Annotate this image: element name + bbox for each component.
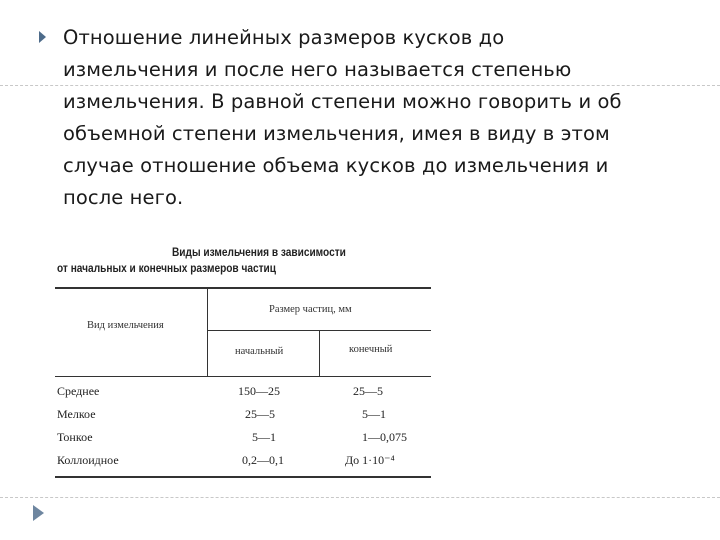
table-rule-vertical-2	[319, 330, 320, 376]
row-initial-3: 5—1	[252, 430, 276, 444]
header-initial: начальный	[235, 346, 284, 357]
row-final-3: 1—0,075	[362, 430, 407, 444]
size-table	[55, 240, 440, 480]
table-rule-vertical-1	[207, 289, 208, 376]
header-type: Вид измельчения	[87, 320, 164, 331]
row-final-4: До 1·10⁻⁴	[345, 453, 395, 467]
dashed-rule-bottom	[0, 497, 720, 498]
row-initial-1: 150—25	[238, 384, 280, 398]
row-initial-4: 0,2—0,1	[242, 453, 284, 467]
row-final-2: 5—1	[362, 407, 386, 421]
paragraph-text: Отношение линейных размеров кусков до измельчения и после него называется степенью измельчения. В равной степени можно говорить и об объемной степени измельчения, имея в виду в этом случае отношение объема кусков до измельчения и после него.	[63, 26, 622, 209]
row-name-2: Мелкое	[57, 407, 96, 421]
row-initial-2: 25—5	[245, 407, 275, 421]
triangle-right-icon	[39, 31, 46, 43]
row-name-3: Тонкое	[57, 430, 93, 444]
header-final: конечный	[349, 344, 393, 355]
header-size: Размер частиц, мм	[269, 304, 352, 315]
triangle-right-icon	[33, 505, 44, 521]
row-name-1: Среднее	[57, 384, 100, 398]
table-rule-bottom	[55, 476, 431, 478]
table-rule-header-bottom	[55, 376, 431, 377]
row-name-4: Коллоидное	[57, 453, 119, 467]
table-caption-line2: от начальных и конечных размеров частиц	[57, 263, 276, 275]
row-final-1: 25—5	[353, 384, 383, 398]
table-rule-top	[55, 287, 431, 289]
table-caption-line1: Виды измельчения в зависимости	[172, 247, 346, 259]
